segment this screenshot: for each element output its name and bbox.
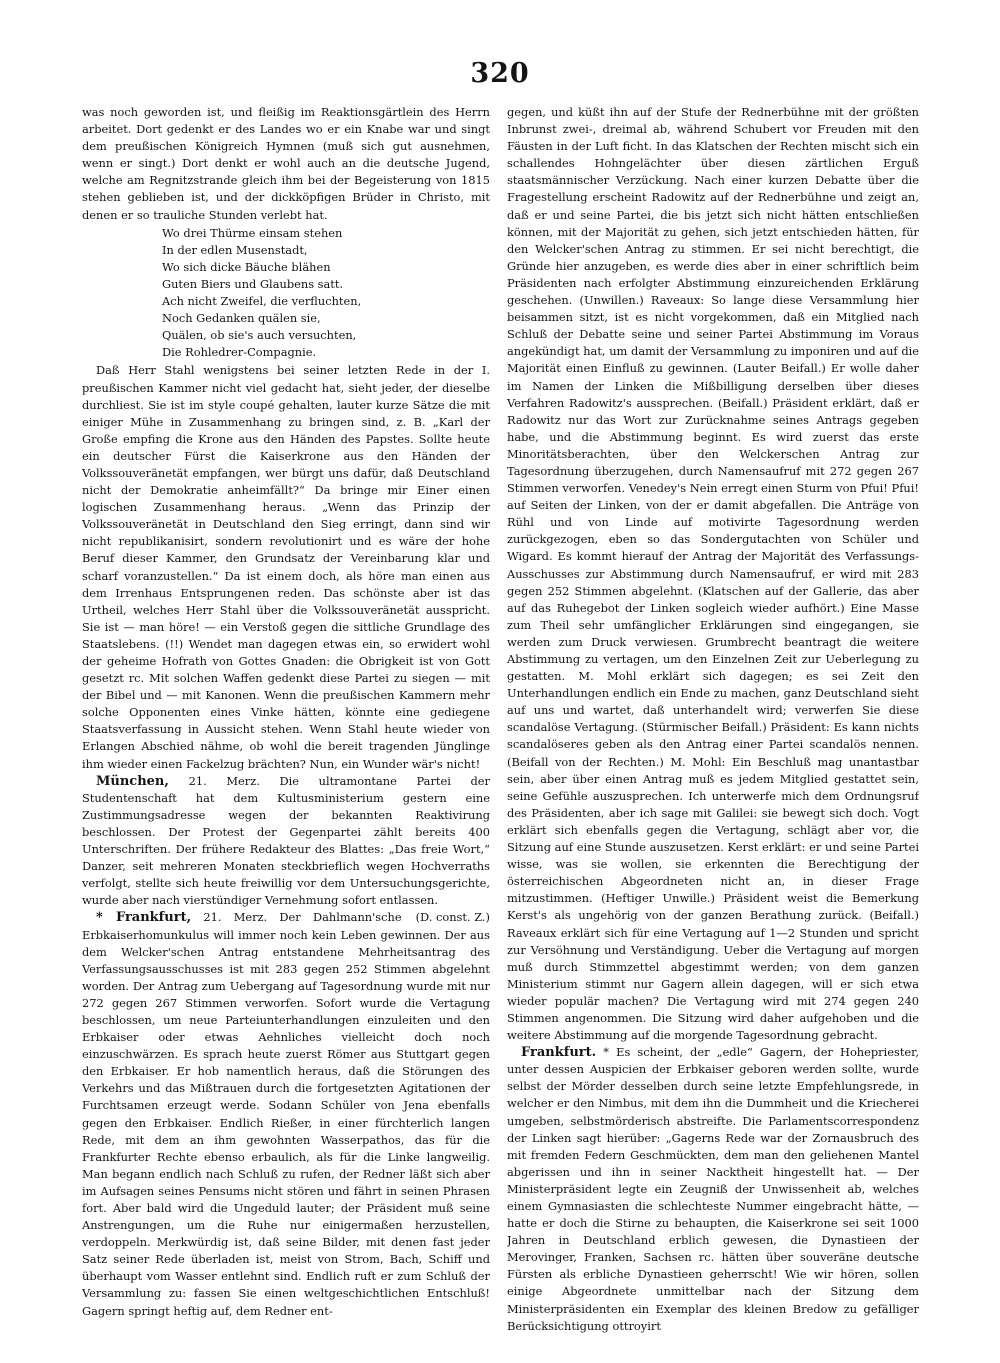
news-text: 21. Merz. Der Dahlmann'sche Erbkaiserhomunkulus will immer noch kein Leben gewinnen. Der aus dem Welcker'schen Antrag entstandene Mehrheitsantrag des Verfassungsausschusses ist mit 283 gegen 252 Stimmen abgelehnt worden. Der Antrag zum Uebergang auf Tagesordnung wurde mit nur 272 gegen 267 Stimmen verworfen. Sofort wurde die Vertagung beschlossen, um neue Parteiunterhandlungen einzuleiten und den Erbkaiser oder etwas Aehnliches vielleicht doch noch einzuschwärzen. Es sprach heute zuerst Römer aus Stuttgart gegen den Erbkaiser. Er hob namentlich heraus, daß die Störungen des Verkehrs und das Mißtrauen durch die fortgesetzten Agitationen der Furchtsamen erzeugt werde. Sodann Schüler von Jena ebenfalls gegen den Erbkaiser. Endlich Rießer, in einer fürchterlich langen Rede, mit dem an ihm gewohnten Wasserpathos, das für die Frankfurter Rechte ebenso erbaulich, als für die Linke langweilig. Man begann endlich nach Schluß zu rufen, der Redner läßt sich aber im Aufsagen seines Pensums nicht stören und fährt in seinen Phrasen fort. Aber bald wird die Ungeduld lauter; der Präsident muß seine Anstrengungen, um die Ruhe nur einigermaßen herzustellen, verdoppeln. Merkwürdig ist, daß seine Bilder, mit denen fast jeder Satz seiner Rede überladen ist, meist von Strom, Bach, Schiff und überhaupt vom Wasser entlehnt sind. Endlich ruft er zum Schluß der Versammlung zu: fassen Sie einen weltgeschichtlichen Entschluß! Gagern springt heftig auf, dem Redner ent- xyxy=(82,910,490,1318)
poem-line: Wo sich dicke Bäuche blähen xyxy=(162,259,331,274)
page-number: 320 xyxy=(470,58,530,89)
article-paragraph: gegen, und küßt ihn auf der Stufe der Rednerbühne mit der größten Inbrunst zwei-, dreimal ab, während Schubert vor Freuden mit den Fäusten in der Luft ficht. In das Klatschen der Rechten mischt sich ein schallendes Hohngelächter über diesen zärtlichen Erguß staatsmännischer Verzückung. Nach einer kurzen Debatte über die Fragestellung erscheint Radowitz auf der Rednerbühne und zeigt an, daß er und seine Partei, die bis jetzt sich nicht hätten entschließen können, mit der Majorität zu gehen, sich jetzt entschieden hätten, für den Welcker'schen Antrag zu stimmen. Er sei nicht berechtigt, die Gründe hier anzugeben, es werde dies aber in einer schriftlich beim Präsidenten nach erfolgter Abstimmung einzureichenden Erklärung geschehen. (Unwillen.) Raveaux: So lange diese Versammlung hier beisammen sitzt, ist es nicht vorgekommen, daß ein Mitglied nach Schluß der Debatte seine und seiner Partei Abstimmung im Voraus angekündigt hat, um damit der Versammlung zu imponiren und auf die Majorität einen Einfluß zu gewinnen. (Lauter Beifall.) Er wolle daher im Namen der Linken die Mißbilligung derselben über dieses Verfahren Radowitz's aussprechen. (Beifall.) Präsident erklärt, daß er Radowitz nur das Wort zur Zurücknahme seines Antrags gegeben habe, und die Abstimmung beginnt. Es wird zuerst das erste Minoritätsberachten, über den Welckerschen Antrag zur Tagesordnung überzugehen, durch Namensaufruf mit 272 gegen 267 Stimmen verworfen. Venedey's Nein erregt einen Sturm von Pfui! Pfui! auf Seiten der Linken, von der er damit abgefallen. Die Anträge von Rühl und von Linde auf motivirte Tagesordnung werden zurückgezogen, eben so das Sondergutachten von Schüler und Wigard. Es kommt hierauf der Antrag der Majorität des Verfassungs-Ausschusses zur Abstimmung durch Namensaufruf, er wird mit 283 gegen 252 Stimmen abgelehnt. (Klatschen auf der Gallerie, das aber auf das Ruhegebot der Linken sogleich wieder aufhört.) Eine Masse zum Theil sehr umfänglicher Erklärungen sind eingegangen, sie werden zum Druck verwiesen. Grumbrecht beantragt die weitere Abstimmung zu vertagen, um den Einzelnen Zeit zur Ueberlegung zu gestatten. M. Mohl erklärt sich dagegen; es sei Zeit den Unterhandlungen endlich ein Ende zu machen, ganz Deutschland sieht auf uns und wartet, daß unterhandelt wird; verwerfen Sie diese scandalöse Vertagung. (Stürmischer Beifall.) Präsident: Es kann nichts scandalöseres geben als den Antrag einer Partei scandalös nennen. (Beifall von der Rechten.) M. Mohl: Ein Beschluß mag unantastbar sein, aber über einen Antrag muß es jedem Mitglied gestattet sein, seine Gefühle auszusprechen. Ich unterwerfe mich dem Ordnungsruf des Präsidenten, aber ich sage mit Galilei: sie bewegt sich doch. Vogt erklärt sich ebenfalls gegen die Vertagung, schlägt aber vor, die Sitzung auf eine Stunde auszusetzen. Kerst erklärt: er und seine Partei wisse, was sie wollen, sie erkennten die Berechtigung der österreichischen Abgeordneten nicht an, in dieser Frage mitzustimmen. (Heftiger Unwille.) Präsident weist die Bemerkung Kerst's als ungehörig von der ganzen Berathung zurück. (Beifall.) Raveaux erklärt sich für eine Vertagung auf 1—2 Stunden und spricht zur Versöhnung und Verständigung. Ueber die Vertagung auf morgen muß durch Stimmzettel abgestimmt werden; von dem ganzen Ministerium stimmt nur Gagern allein dagegen, will er sich etwa wieder populär machen? Die Vertagung wird mit 274 gegen 240 Stimmen angenommen. Die Sitzung wird daher aufgehoben und die weitere Abstimmung auf die morgende Tagesordnung gebracht. xyxy=(507,105,919,1043)
news-item-frankfurt-2 xyxy=(507,1044,919,1335)
left-column xyxy=(82,104,490,1344)
dateline: * Frankfurt, xyxy=(96,910,192,926)
poem-line: Wo drei Thürme einsam stehen xyxy=(162,225,343,240)
news-item-frankfurt xyxy=(82,909,490,1319)
news-text: * Es scheint, der „edle“ Gagern, der Hohepriester, unter dessen Auspicien der Erbkaiser geboren werden sollte, wurde selbst der Mörder desselben durch seine letzte Empfehlungsrede, in welcher er den Nimbus, mit dem ihn die Dummheit und die Kriecherei umgeben, selbstmörderisch abstreifte. Die Parlamentscorrespondenz der Linken sagt hierüber: „Gagerns Rede war der Zornausbruch des mit fremden Federn Geschmückten, dem man den geliehenen Mantel abgerissen und ihn in seiner Nacktheit hingestellt hat. — Der Ministerpräsident legte ein Zeugniß der Unwissenheit ab, welches einem Gymnasiasten die schlechteste Nummer eingebracht hätte, — hatte er doch die Stirne zu behaupten, die Kaiserkrone sei seit 1000 Jahren in Deutschland erblich gewesen, die Dynastieen der Merovinger, Franken, Sachsen rc. hätten über souveräne deutsche Fürsten als erbliche Dynastieen geherrscht! Wie wir hören, sollen einige Abgeordnete unmittelbar nach der Sitzung dem Ministerpräsidenten ein Exemplar des kleinen Bredow zu gefälliger Berücksichtigung ottroyirt xyxy=(507,1045,919,1333)
poem-line: Die Rohledrer-Compagnie. xyxy=(162,345,317,360)
article-paragraph: Daß Herr Stahl wenigstens bei seiner letzten Rede in der I. preußischen Kammer nicht viel gedacht hat, sieht jeder, der dieselbe durchliest. Sie ist im style coupé gehalten, lauter kurze Sätze die mit einiger Mühe in Zusammenhang zu bringen sind, z. B. „Karl der Große empfing die Krone aus den Händen des Papstes. Sollte heute ein deutscher Fürst die Kaiserkrone aus den Händen der Volkssouveränetät empfangen, wer bürgt uns dafür, daß Deutschland nicht der Demokratie anheimfällt?“ Da bringe mir Einer einen logischen Zusammenhang heraus. „Wenn das Prinzip der Volkssouveränetät in Deutschland den Sieg erringt, dann sind wir nicht republikanisirt, sondern revolutionirt und es wäre der hohe Beruf dieser Kammer, den Grundsatz der Vereinbarung klar und scharf voranzustellen.“ Da ist einem doch, als höre man einen aus dem Irrenhaus Entsprungenen reden. Das schönste aber ist das Urtheil, welches Herr Stahl über die Volkssouveränetät ausspricht. Sie ist — man höre! — ein Verstoß gegen die sittliche Grundlage des Staatslebens. (!!) Wendet man dagegen etwas ein, so erwidert wohl der geheime Hofrath von Gottes Gnaden: die Obrigkeit ist von Gott gesetzt rc. Mit solchen Waffen gedenkt diese Partei zu siegen — mit der Bibel und — mit Kanonen. Wenn die preußischen Kammern mehr solche Opponenten eines Vinke hätten, könnte eine gediegene Staatsverfassung in Aussicht stehen. Wenn Stahl heute wieder von Erlangen Abschied nähme, ob wohl die bereit tragenden Jünglinge ihm wieder einen Fackelzug brächten? Nun, ein Wunder wär's nicht! xyxy=(82,363,490,771)
source-attribution: (D. const. Z.) xyxy=(415,910,490,925)
poem-line: Noch Gedanken quälen sie, xyxy=(162,311,321,326)
poem xyxy=(162,225,490,362)
dateline: Frankfurt. xyxy=(521,1045,597,1061)
article-paragraph: was noch geworden ist, und fleißig im Reaktionsgärtlein des Herrn arbeitet. Dort gedenkt er des Landes wo er ein Knabe war und singt dem preußischen Königreich Hymnen (muß sich gut ausnehmen, wenn er singt.) Dort denkt er wohl auch an die deutsche Jugend, welche am Regnitzstrande gleich ihm bei der Begeisterung von 1815 stehen geblieben ist, und der dickköpfigen Brüder in Christo, mit denen er so trauliche Stunden verlebt hat. xyxy=(82,105,490,222)
poem-line: Ach nicht Zweifel, die verfluchten, xyxy=(162,294,362,309)
poem-line: Guten Biers und Glaubens satt. xyxy=(162,276,344,291)
news-text: 21. Merz. Die ultramontane Partei der Studentenschaft hat dem Kultusministerium gestern eine Zustimmungsadresse wegen der bekannten Reaktivirung beschlossen. Der Protest der Gegenpartei zählt bereits 400 Unterschriften. Der frühere Redakteur des Blattes: „Das freie Wort,“ Danzer, seit mehreren Monaten steckbrieflich wegen Hochverraths verfolgt, stellte sich heute freiwillig vor dem Untersuchungsgerichte, wurde aber nach vierstündiger Vernehmung sofort entlassen. xyxy=(82,773,490,908)
dateline: München, xyxy=(96,773,169,789)
right-column xyxy=(507,104,919,1344)
poem-line: In der edlen Musenstadt, xyxy=(162,242,308,257)
poem-line: Quälen, ob sie's auch versuchten, xyxy=(162,328,357,343)
